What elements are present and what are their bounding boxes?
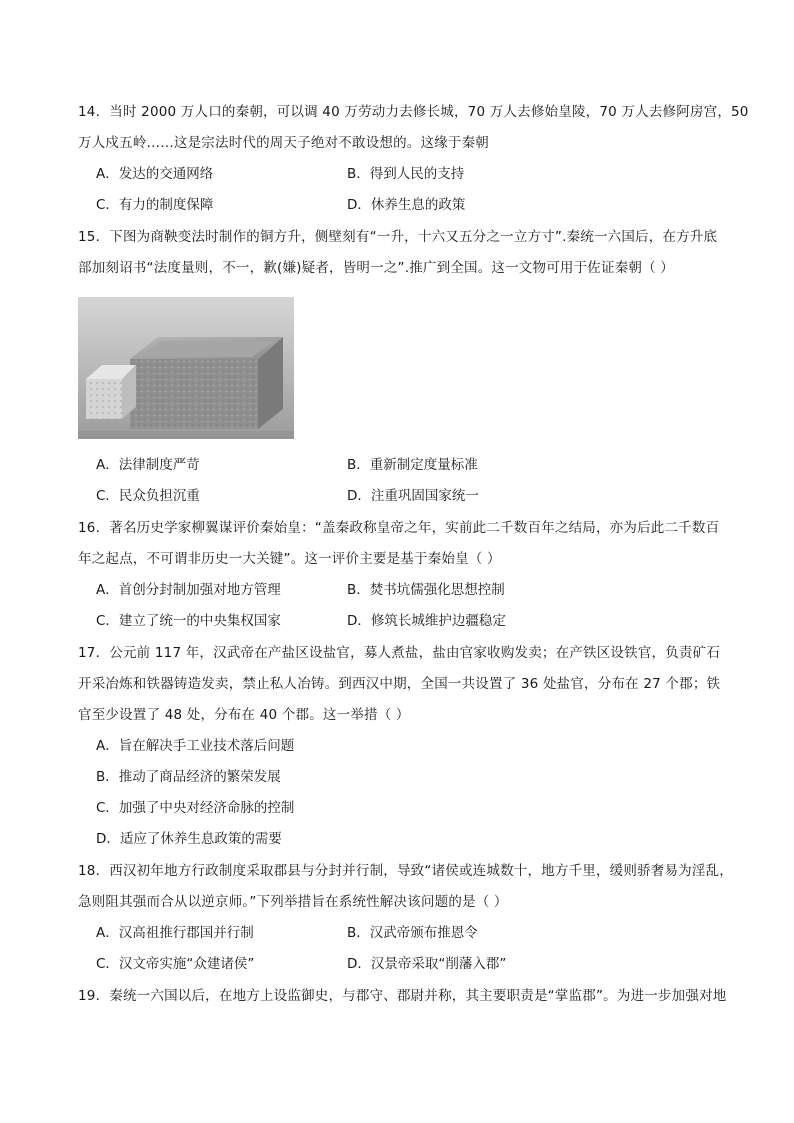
q16-stem-line-2: 年之起点，不可谓非历史一大关键”。这一评价主要是基于秦始皇（ ） — [78, 551, 501, 567]
q16-stem-line-1: 16．著名历史学家柳翼谋评价秦始皇：“盖秦政称皇帝之年，实前此二千数百年之结局，亦为后此二千数百 — [78, 520, 720, 536]
q18-stem-line-1: 18．西汉初年地方行政制度采取郡县与分封并行制，导致“诸侯或连城数十，地方千里，缓则骄奢易为淫乱， — [78, 863, 733, 879]
q15-option-d[interactable]: D．注重巩固国家统一 — [347, 488, 479, 504]
q15-option-c[interactable]: C．民众负担沉重 — [96, 488, 200, 504]
q17-stem-line-2: 开采冶炼和铁器铸造发卖，禁止私人冶铸。到西汉中期，全国一共设置了 36 处盐官，分布在 27 个郡；铁 — [78, 676, 721, 692]
q18-option-b[interactable]: B．汉武帝颁布推恩令 — [347, 925, 478, 941]
q15-option-a[interactable]: A．法律制度严苛 — [96, 457, 200, 473]
q14-stem-line-1: 14．当时 2000 万人口的秦朝，可以调 40 万劳动力去修长城，70 万人去修始皇陵，70 万人去修阿房宫，50 — [78, 104, 749, 120]
q14-option-d[interactable]: D．休养生息的政策 — [347, 197, 466, 213]
q15-stem-line-1: 15．下图为商鞅变法时制作的铜方升，侧壁刻有“一升，十六又五分之一立方寸”.秦统一六国后，在方升底 — [78, 229, 718, 245]
bronze-measure-photo — [78, 297, 294, 439]
q18-option-c[interactable]: C．汉文帝实施“众建诸侯” — [96, 956, 255, 972]
q14-stem-line-2: 万人戍五岭……这是宗法时代的周天子绝对不敢设想的。这缘于秦朝 — [78, 135, 489, 151]
q18-stem-line-2: 急则阻其强而合从以逆京师。”下列举措旨在系统性解决该问题的是（ ） — [78, 894, 508, 910]
q16-option-b[interactable]: B．焚书坑儒强化思想控制 — [347, 582, 505, 598]
q17-option-a[interactable]: A．旨在解决手工业技术落后问题 — [96, 738, 295, 754]
q16-option-d[interactable]: D．修筑长城维护边疆稳定 — [347, 613, 506, 629]
q14-option-a[interactable]: A．发达的交通网络 — [96, 166, 214, 182]
q16-option-c[interactable]: C．建立了统一的中央集权国家 — [96, 613, 281, 629]
q15-option-b[interactable]: B．重新制定度量标准 — [347, 457, 478, 473]
q17-option-d[interactable]: D．适应了休养生息政策的需要 — [96, 831, 282, 847]
q18-option-a[interactable]: A．汉高祖推行郡国并行制 — [96, 925, 254, 941]
q17-stem-line-1: 17．公元前 117 年，汉武帝在产盐区设盐官，募人煮盐，盐由官家收购发卖；在产铁区设铁官，负责矿石 — [78, 645, 721, 661]
q17-option-c[interactable]: C．加强了中央对经济命脉的控制 — [96, 800, 295, 816]
q16-option-a[interactable]: A．首创分封制加强对地方管理 — [96, 582, 281, 598]
q14-option-b[interactable]: B．得到人民的支持 — [347, 166, 465, 182]
q15-stem-line-2: 部加刻诏书“法度量则，不一，歉(嫌)疑者，皆明一之”.推广到全国。这一文物可用于佐证秦朝（ ） — [78, 260, 675, 276]
q18-option-d[interactable]: D．汉景帝采取“削藩入郡” — [347, 956, 507, 972]
q14-option-c[interactable]: C．有力的制度保障 — [96, 197, 214, 213]
q17-stem-line-3: 官至少设置了 48 处，分布在 40 个郡。这一举措（ ） — [78, 707, 410, 723]
q19-stem-line-1: 19．秦统一六国以后，在地方上设监御史，与郡守、郡尉并称，其主要职责是“掌监郡”。为进一步加强对地 — [78, 988, 727, 1004]
bronze-measure-illustration — [78, 297, 294, 439]
q17-option-b[interactable]: B．推动了商品经济的繁荣发展 — [96, 769, 281, 785]
